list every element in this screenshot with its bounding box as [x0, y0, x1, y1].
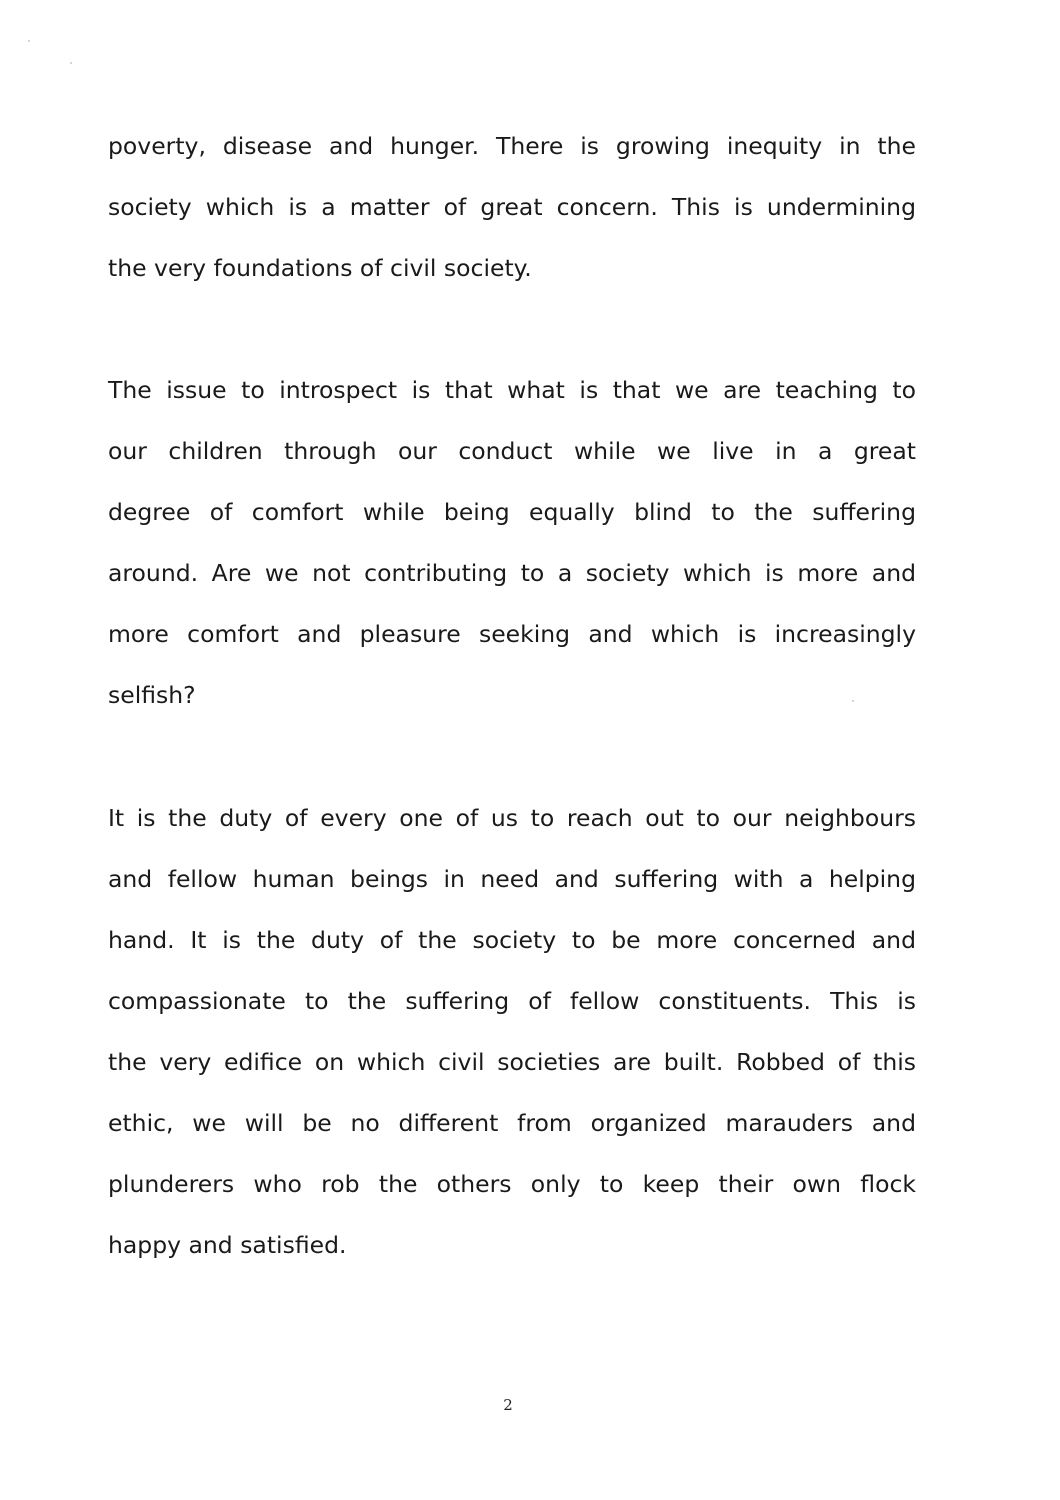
paragraph-2 — [108, 360, 916, 726]
paragraph-1 — [108, 116, 916, 299]
paragraph-3 — [108, 788, 916, 1276]
text-line: selfish? — [108, 681, 196, 709]
text-line: ethic, we will be no different from organized marauders and — [108, 1109, 916, 1137]
text-line: poverty, disease and hunger. There is growing inequity in the — [108, 132, 916, 160]
text-line: hand. It is the duty of the society to be more concerned and — [108, 926, 916, 954]
text-line: more comfort and pleasure seeking and which is increasingly — [108, 620, 916, 648]
text-line: plunderers who rob the others only to keep their own flock — [108, 1170, 916, 1198]
text-line: happy and satisfied. — [108, 1231, 347, 1259]
text-line: and fellow human beings in need and suffering with a helping — [108, 865, 916, 893]
text-line: around. Are we not contributing to a society which is more and — [108, 559, 916, 587]
text-line: the very edifice on which civil societies are built. Robbed of this — [108, 1048, 916, 1076]
text-line: our children through our conduct while we live in a great — [108, 437, 916, 465]
text-line: the very foundations of civil society. — [108, 254, 532, 282]
page-number: 2 — [503, 1396, 513, 1414]
text-line: society which is a matter of great concern. This is undermining — [108, 193, 916, 221]
text-line: The issue to introspect is that what is that we are teaching to — [108, 376, 916, 404]
scan-speck — [70, 62, 72, 64]
text-line: degree of comfort while being equally blind to the suffering — [108, 498, 916, 526]
text-line: It is the duty of every one of us to reach out to our neighbours — [108, 804, 916, 832]
scan-speck — [28, 40, 30, 42]
text-line: compassionate to the suffering of fellow constituents. This is — [108, 987, 916, 1015]
